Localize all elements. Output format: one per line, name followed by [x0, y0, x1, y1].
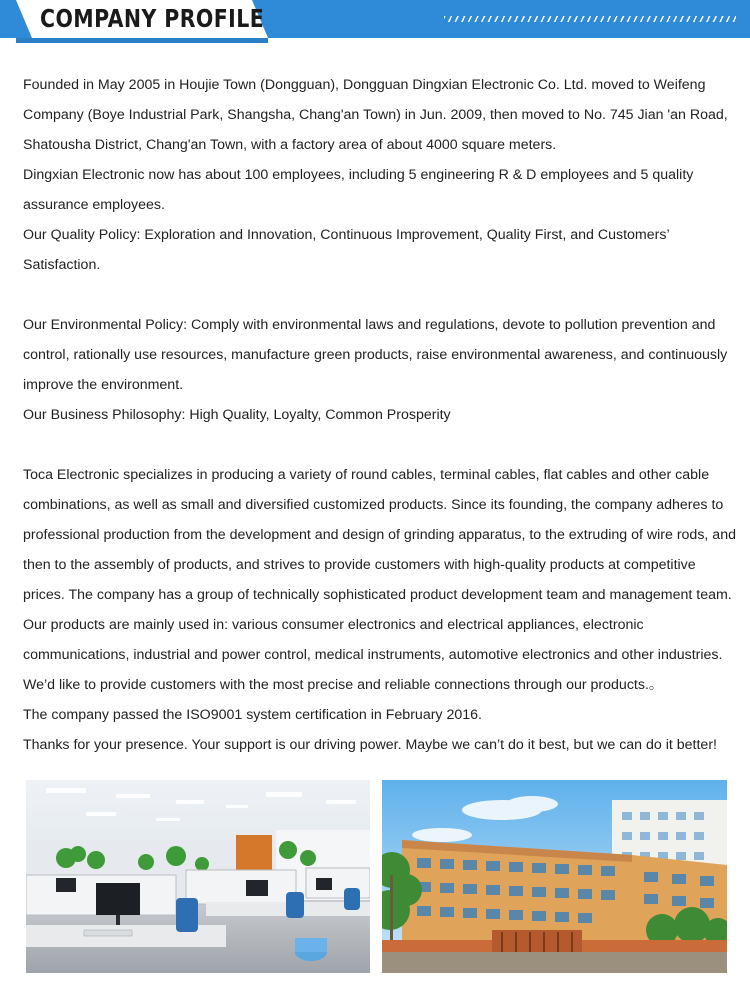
page-header-banner [0, 0, 750, 44]
text-line: then to the assembly of products, and strives to provide customers with high-quality products at competitive [23, 557, 696, 573]
text-line: Our Environmental Policy: Comply with environmental laws and regulations, devote to pollution prevention and [23, 317, 716, 333]
office-interior-photo [26, 780, 370, 973]
text-line: communications, industrial and power control, medical instruments, automotive electronics and other industries. [23, 647, 723, 663]
text-line: prices. The company has a group of technically sophisticated product development team and management team. [23, 587, 732, 603]
text-line: Founded in May 2005 in Houjie Town (Dongguan), Dongguan Dingxian Electronic Co. Ltd. moved to Weifeng [23, 77, 706, 93]
text-line: We’d like to provide customers with the most precise and reliable connections through our products.。 [23, 677, 664, 693]
text-line: Shatousha District, Chang'an Town, with a factory area of about 4000 square meters. [23, 137, 557, 153]
text-line: The company passed the ISO9001 system certification in February 2016. [23, 707, 482, 723]
text-line: combinations, as well as small and diversified customized products. Since its founding, the company adheres to [23, 497, 724, 513]
text-line: Thanks for your presence. Your support is our driving power. Maybe we can’t do it best, but we can do it better! [23, 737, 717, 753]
header-tab-underline [16, 38, 268, 43]
text-line: Satisfaction. [23, 257, 101, 273]
company-profile-text [23, 70, 735, 760]
text-line: Our products are mainly used in: various consumer electronics and electrical appliances, electronic [23, 617, 644, 633]
text-line: Our Quality Policy: Exploration and Innovation, Continuous Improvement, Quality First, and Customers’ [23, 227, 670, 243]
text-line: Our Business Philosophy: High Quality, Loyalty, Common Prosperity [23, 407, 451, 423]
text-line: assurance employees. [23, 197, 165, 213]
decorative-stripes [444, 16, 736, 22]
text-line: improve the environment. [23, 377, 184, 393]
factory-building-photo [382, 780, 727, 973]
text-line: Toca Electronic specializes in producing a variety of round cables, terminal cables, flat cables and other cable [23, 467, 710, 483]
page-title: COMPANY PROFILE [40, 4, 265, 33]
text-line: control, rationally use resources, manufacture green products, raise environmental awareness, and continuously [23, 347, 728, 363]
text-line: Dingxian Electronic now has about 100 employees, including 5 engineering R & D employees and 5 quality [23, 167, 694, 183]
text-line: Company (Boye Industrial Park, Shangsha, Chang'an Town) in Jun. 2009, then moved to No. 745 Jian 'an Road, [23, 107, 728, 123]
text-line: professional production from the development and design of grinding apparatus, to the extruding of wire rods, and [23, 527, 736, 543]
